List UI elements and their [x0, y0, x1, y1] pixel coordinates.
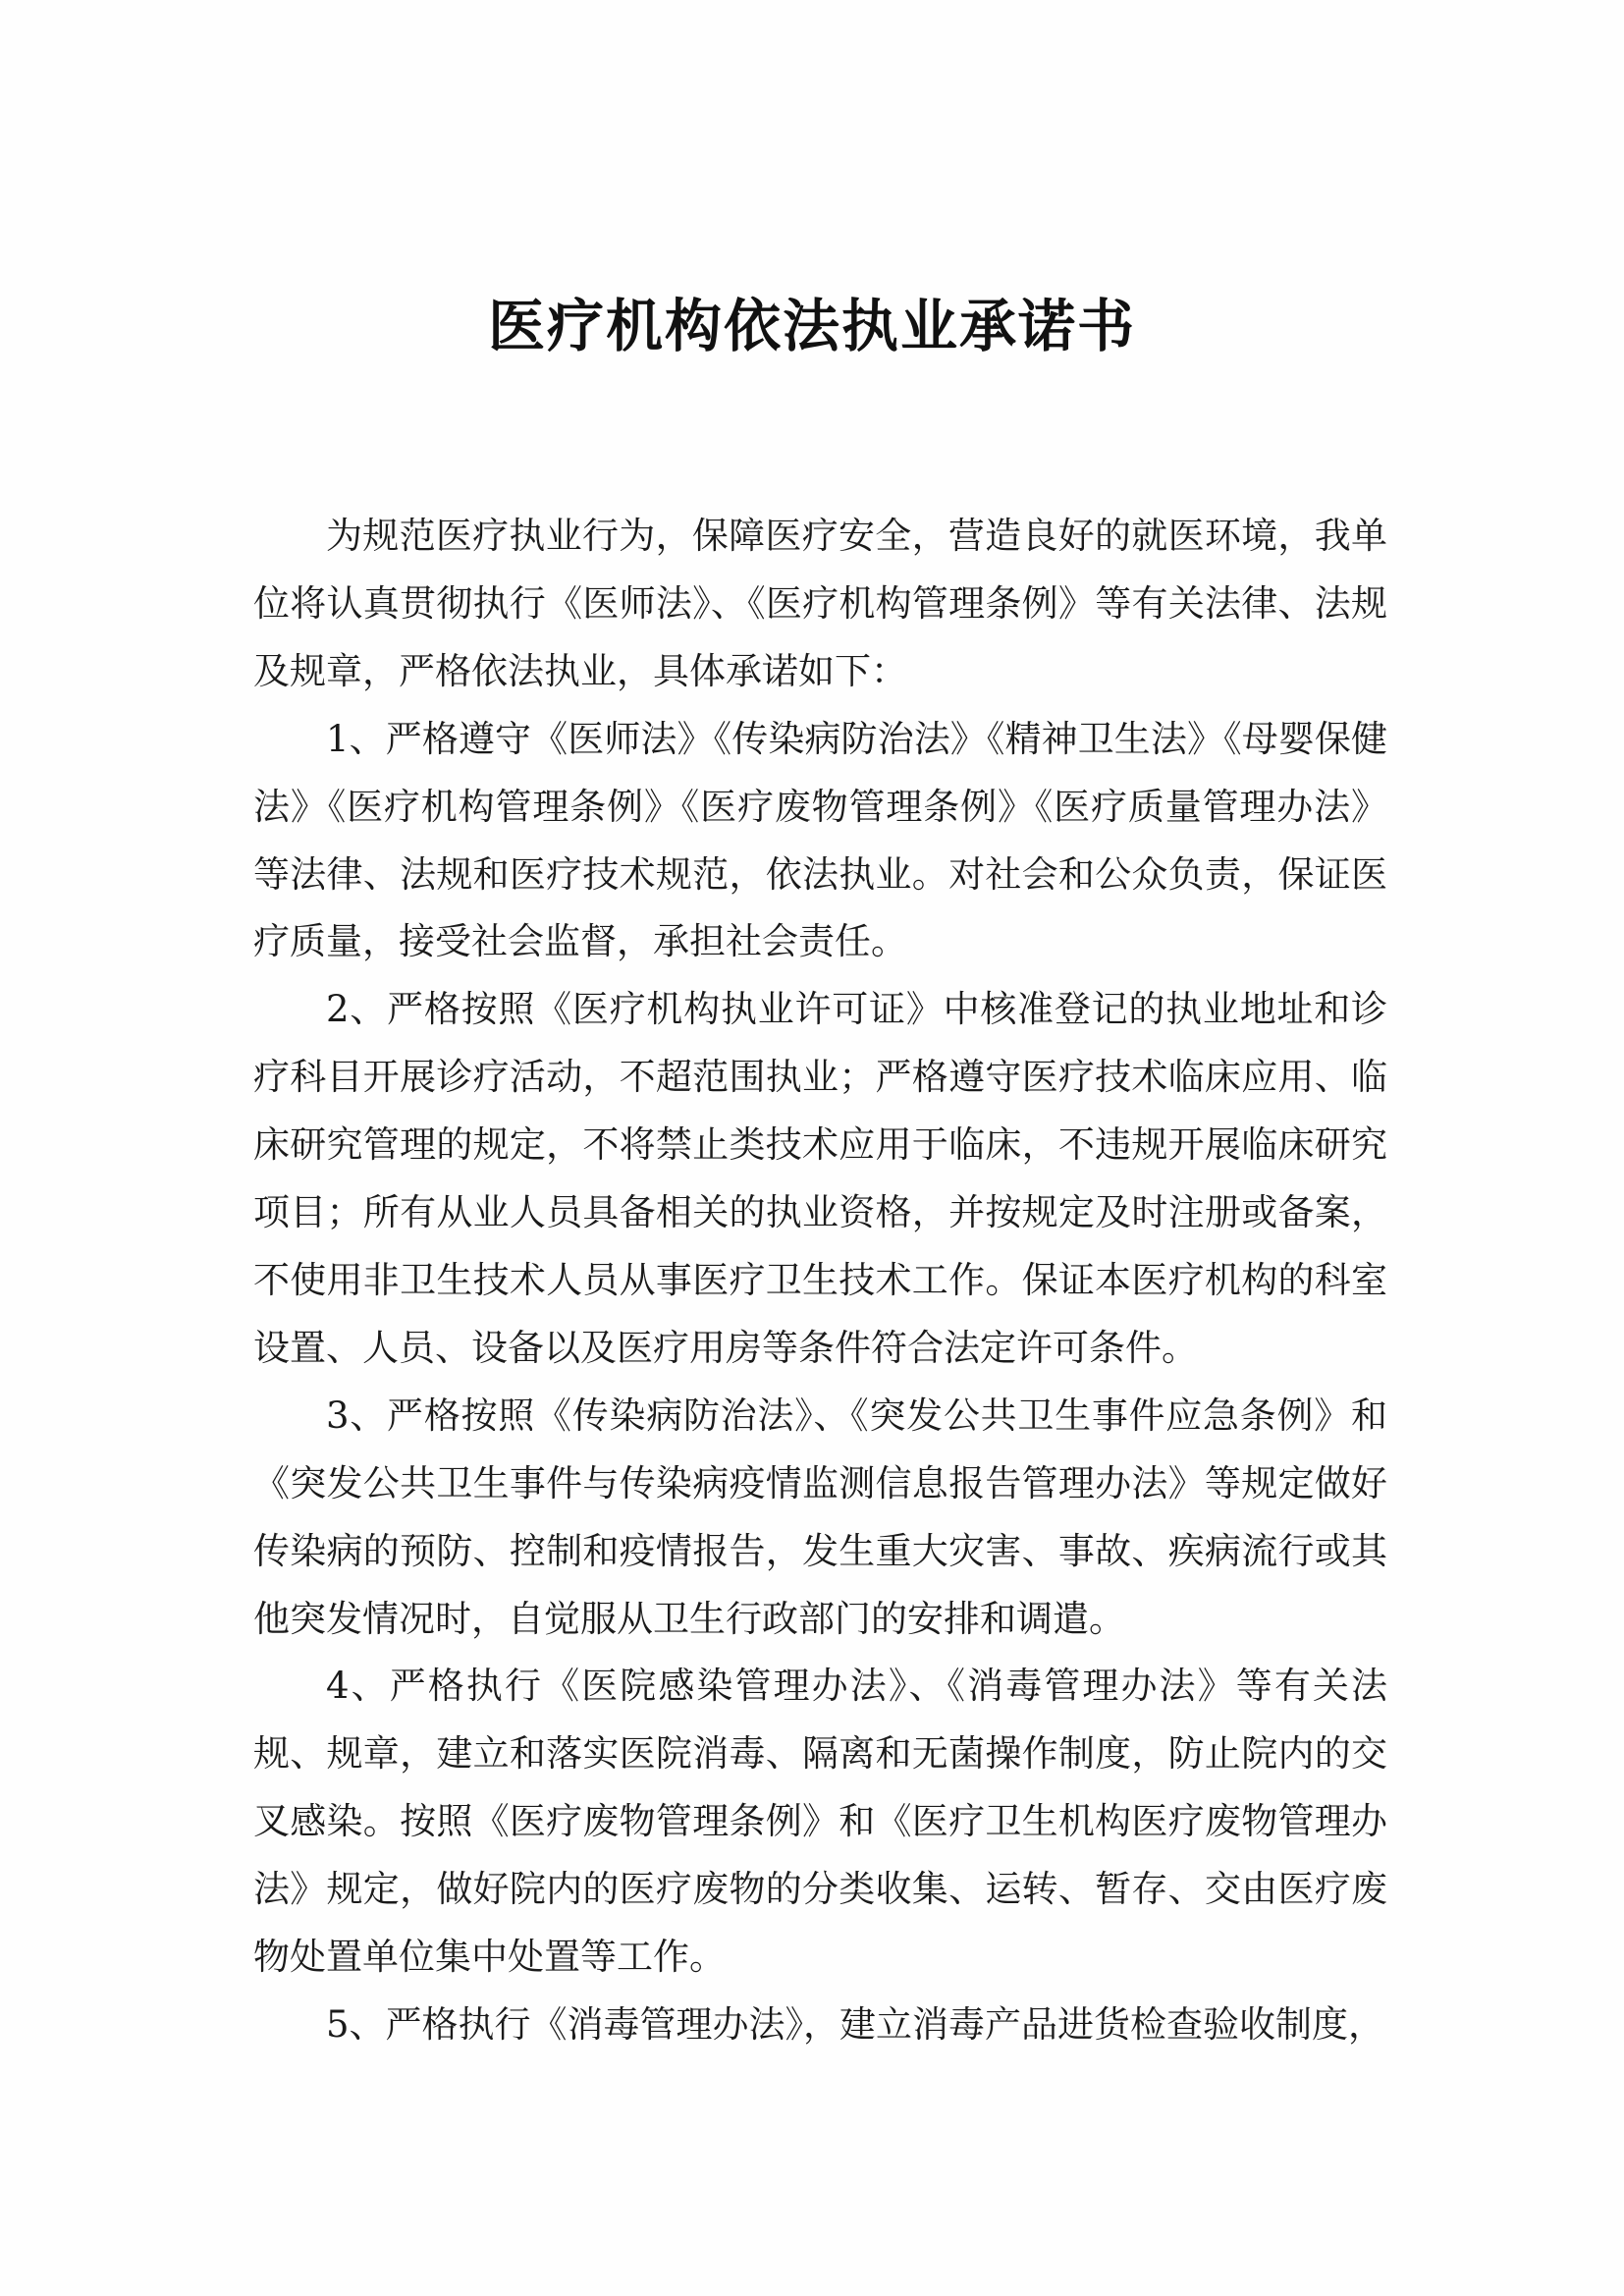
commitment-item-4: 4、严格执行《医院感染管理办法》、《消毒管理办法》等有关法规、规章，建立和落实医院消毒、隔离和无菌操作制度，防止院内的交叉感染。按照《医疗废物管理条例》和《医疗卫生机构医疗废物管理办法》规定，做好院内的医疗废物的分类收集、运转、暂存、交由医疗废物处置单位集中处置等工作。 — [253, 1665, 1387, 1979]
commitment-item-2: 2、严格按照《医疗机构执业许可证》中核准登记的执业地址和诊疗科目开展诊疗活动，不超范围执业；严格遵守医疗技术临床应用、临床研究管理的规定，不将禁止类技术应用于临床，不违规开展临床研究项目；所有从业人员具备相关的执业资格，并按规定及时注册或备案，不使用非卫生技术人员从事医疗卫生技术工作。保证本医疗机构的科室设置、人员、设备以及医疗用房等条件符合法定许可条件。 — [253, 988, 1387, 1369]
document-body — [253, 503, 1387, 2059]
commitment-item-3: 3、严格按照《传染病防治法》、《突发公共卫生事件应急条例》和《突发公共卫生事件与传染病疫情监测信息报告管理办法》等规定做好传染病的预防、控制和疫情报告，发生重大灾害、事故、疾病流行或其他突发情况时，自觉服从卫生行政部门的安排和调遣。 — [253, 1394, 1387, 1640]
commitment-item-5: 5、严格执行《消毒管理办法》，建立消毒产品进货检查验收制度， — [326, 2002, 1385, 2046]
commitment-item-1: 1、严格遵守《医师法》《传染病防治法》《精神卫生法》《母婴保健法》《医疗机构管理条例》《医疗废物管理条例》《医疗质量管理办法》等法律、法规和医疗技术规范，依法执业。对社会和公众负责，保证医疗质量，接受社会监督，承担社会责任。 — [253, 717, 1387, 963]
intro-paragraph: 为规范医疗执业行为，保障医疗安全，营造良好的就医环境，我单位将认真贯彻执行《医师法》、《医疗机构管理条例》等有关法律、法规及规章，严格依法执业，具体承诺如下： — [253, 515, 1387, 692]
document-title: 医疗机构依法执业承诺书 — [487, 293, 1136, 359]
